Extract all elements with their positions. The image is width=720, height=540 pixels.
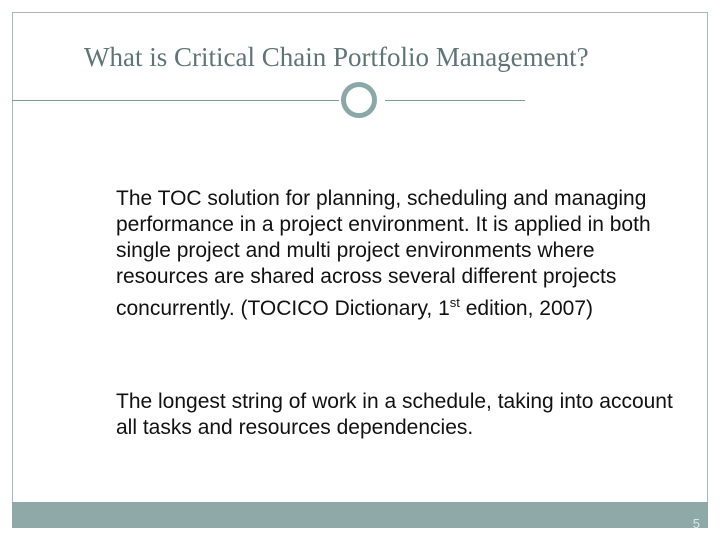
definition-paragraph bbox=[116, 186, 676, 322]
title-rule-left bbox=[12, 100, 339, 101]
page-number: 5 bbox=[692, 516, 700, 531]
footer-bar bbox=[12, 502, 708, 528]
definition-text-end: edition, 2007) bbox=[459, 297, 593, 320]
ordinal-superscript: st bbox=[449, 295, 460, 310]
slide-title: What is Critical Chain Portfolio Management? bbox=[84, 42, 589, 72]
circle-ornament-icon bbox=[341, 82, 377, 118]
definition-text: The TOC solution for planning, scheduling and managing performance in a project environment. It is applied in both single project and multi project environments where resources are shared across several different projects concurrently. (TOCICO Dictionary, 1 bbox=[116, 187, 651, 320]
critical-chain-paragraph: The longest string of work in a schedule, taking into account all tasks and resources dependencies. bbox=[116, 390, 673, 439]
title-rule-right bbox=[385, 100, 525, 101]
